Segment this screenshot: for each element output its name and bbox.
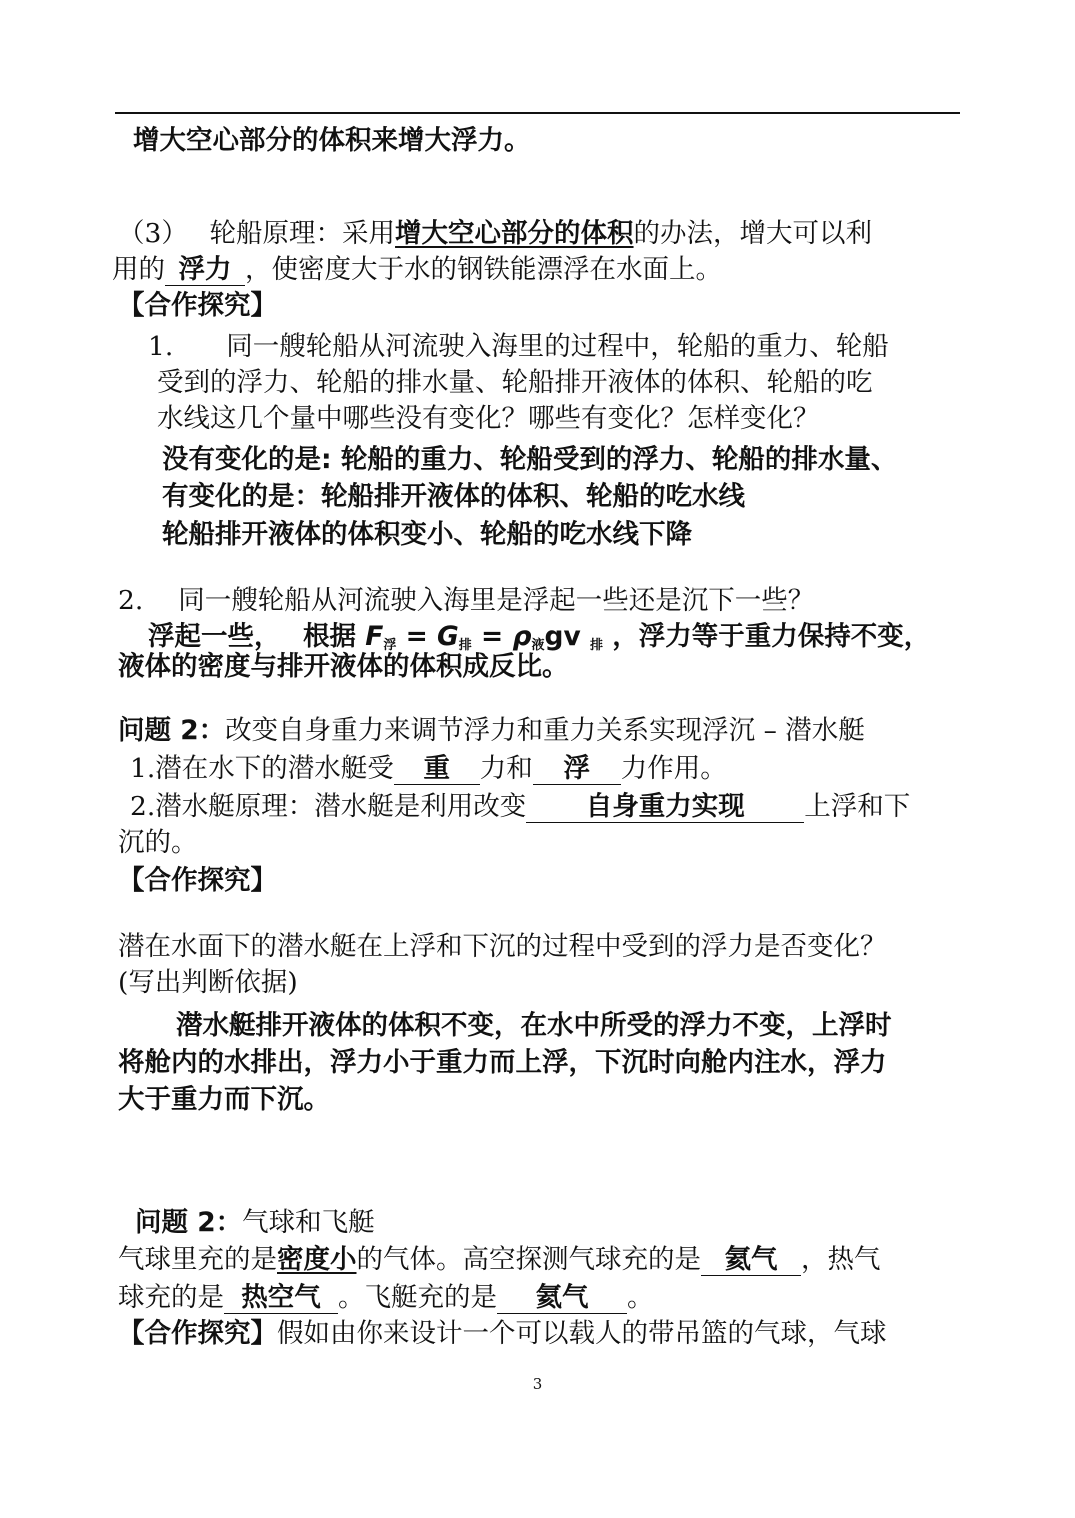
coop2-question-line-2: (写出判断依据) [118,967,298,998]
text: ，使密度大于水的钢铁能漂浮在水面上。 [245,254,722,285]
submarine-item-1 [130,752,727,786]
subscript: 排 [458,638,472,653]
answer-1-line-3: 轮船排开液体的体积变小、轮船的吃水线下降 [162,519,692,550]
subscript: 排 [589,638,603,653]
coop2-question-line-1: 潜在水面下的潜水艇在上浮和下沉的过程中受到的浮力是否变化？ [118,931,887,962]
text: 。飞艇充的是 [338,1282,497,1313]
section-3-line-1 [118,217,872,251]
equals: = [481,621,504,652]
page-number: 3 [532,1375,543,1393]
fill-blank: 氦气 [497,1283,627,1314]
coop2-answer-line-3: 大于重力而下沉。 [118,1084,330,1115]
text: 改变自身重力来调节浮力和重力关系实现浮沉 – 潜水艇 [225,715,865,746]
problem-label: 问题 2： [135,1207,243,1238]
answer-2-line-2: 液体的密度与排开液体的体积成反比。 [118,651,569,682]
fill-blank: 热空气 [224,1283,338,1314]
problem-2-submarine-title [118,714,865,748]
fill-blank: 氦气 [701,1245,801,1276]
text: （3） 轮船原理：采用 [118,218,396,249]
coop2-answer-line-1: 潜水艇排开液体的体积不变，在水中所受的浮力不变，上浮时 [176,1010,892,1041]
text: 球充的是 [118,1282,224,1313]
equals: = [405,621,428,652]
density-symbol: ρ [512,621,532,652]
header-rule [115,112,960,114]
balloon-line-3 [118,1317,887,1351]
fill-blank: 浮 [533,754,621,785]
section-3-line-2 [112,253,722,287]
text: 力和 [479,753,533,784]
problem-label: 问题 2： [118,715,226,746]
text: 的气体。高空探测气球充的是 [356,1244,701,1275]
text: 假如由你来设计一个可以载人的带吊篮的气球，气球 [277,1318,887,1349]
answer-continuation: 增大空心部分的体积来增大浮力。 [133,125,531,156]
text: 的办法，增大可以利 [633,218,873,249]
question-2-line-1: 2. 同一艘轮船从河流驶入海里是浮起一些还是沉下一些？ [118,585,815,616]
key-phrase: 密度小 [277,1244,357,1275]
text: 2.潜水艇原理：潜水艇是利用改变 [130,791,527,822]
text: ，浮力等于重力保持不变， [612,621,931,652]
problem-2-balloon-title [135,1206,375,1240]
text: 浮起一些， 根据 [148,621,356,652]
fill-blank: 浮力 [165,255,245,286]
coop-heading: 【合作探究】 [118,1318,277,1349]
subscript: 浮 [383,638,397,653]
coop-heading-2: 【合作探究】 [118,865,277,896]
coop-heading: 【合作探究】 [118,290,277,321]
coop2-answer-line-2: 将舱内的水排出，浮力小于重力而上浮，下沉时向舱内注水，浮力 [118,1047,887,1078]
answer-1-line-1: 没有变化的是: 轮船的重力、轮船受到的浮力、轮船的排水量、 [162,444,898,475]
text: 上浮和下 [804,791,911,822]
text: 用的 [112,254,165,285]
subscript: 液 [531,638,545,653]
weight-symbol: G [437,621,459,652]
text: 气球里充的是 [118,1244,277,1275]
question-1-line-1: 1. 同一艘轮船从河流驶入海里的过程中，轮船的重力、轮船 [148,331,889,362]
fill-blank: 重 [394,754,480,785]
balloon-line-2 [118,1281,654,1315]
key-phrase: 增大空心部分的体积 [395,218,634,249]
text: 力作用。 [620,753,727,784]
text: 1.潜在水下的潜水艇受 [130,753,394,784]
answer-1-line-2: 有变化的是：轮船排开液体的体积、轮船的吃水线 [162,481,745,512]
submarine-item-2 [130,790,910,824]
question-1-line-3: 水线这几个量中哪些没有变化？哪些有变化？怎样变化？ [157,403,820,434]
text: 气球和飞艇 [242,1207,375,1238]
question-1-line-2: 受到的浮力、轮船的排水量、轮船排开液体的体积、轮船的吃 [157,367,873,398]
balloon-line-1 [118,1243,881,1277]
fill-blank: 自身重力实现 [526,792,804,823]
text: ，热气 [801,1244,881,1275]
force-symbol: F [365,621,384,652]
text: 。 [627,1282,654,1313]
gv-symbol: gv [544,621,581,652]
submarine-item-2-line-2: 沉的。 [118,827,198,858]
